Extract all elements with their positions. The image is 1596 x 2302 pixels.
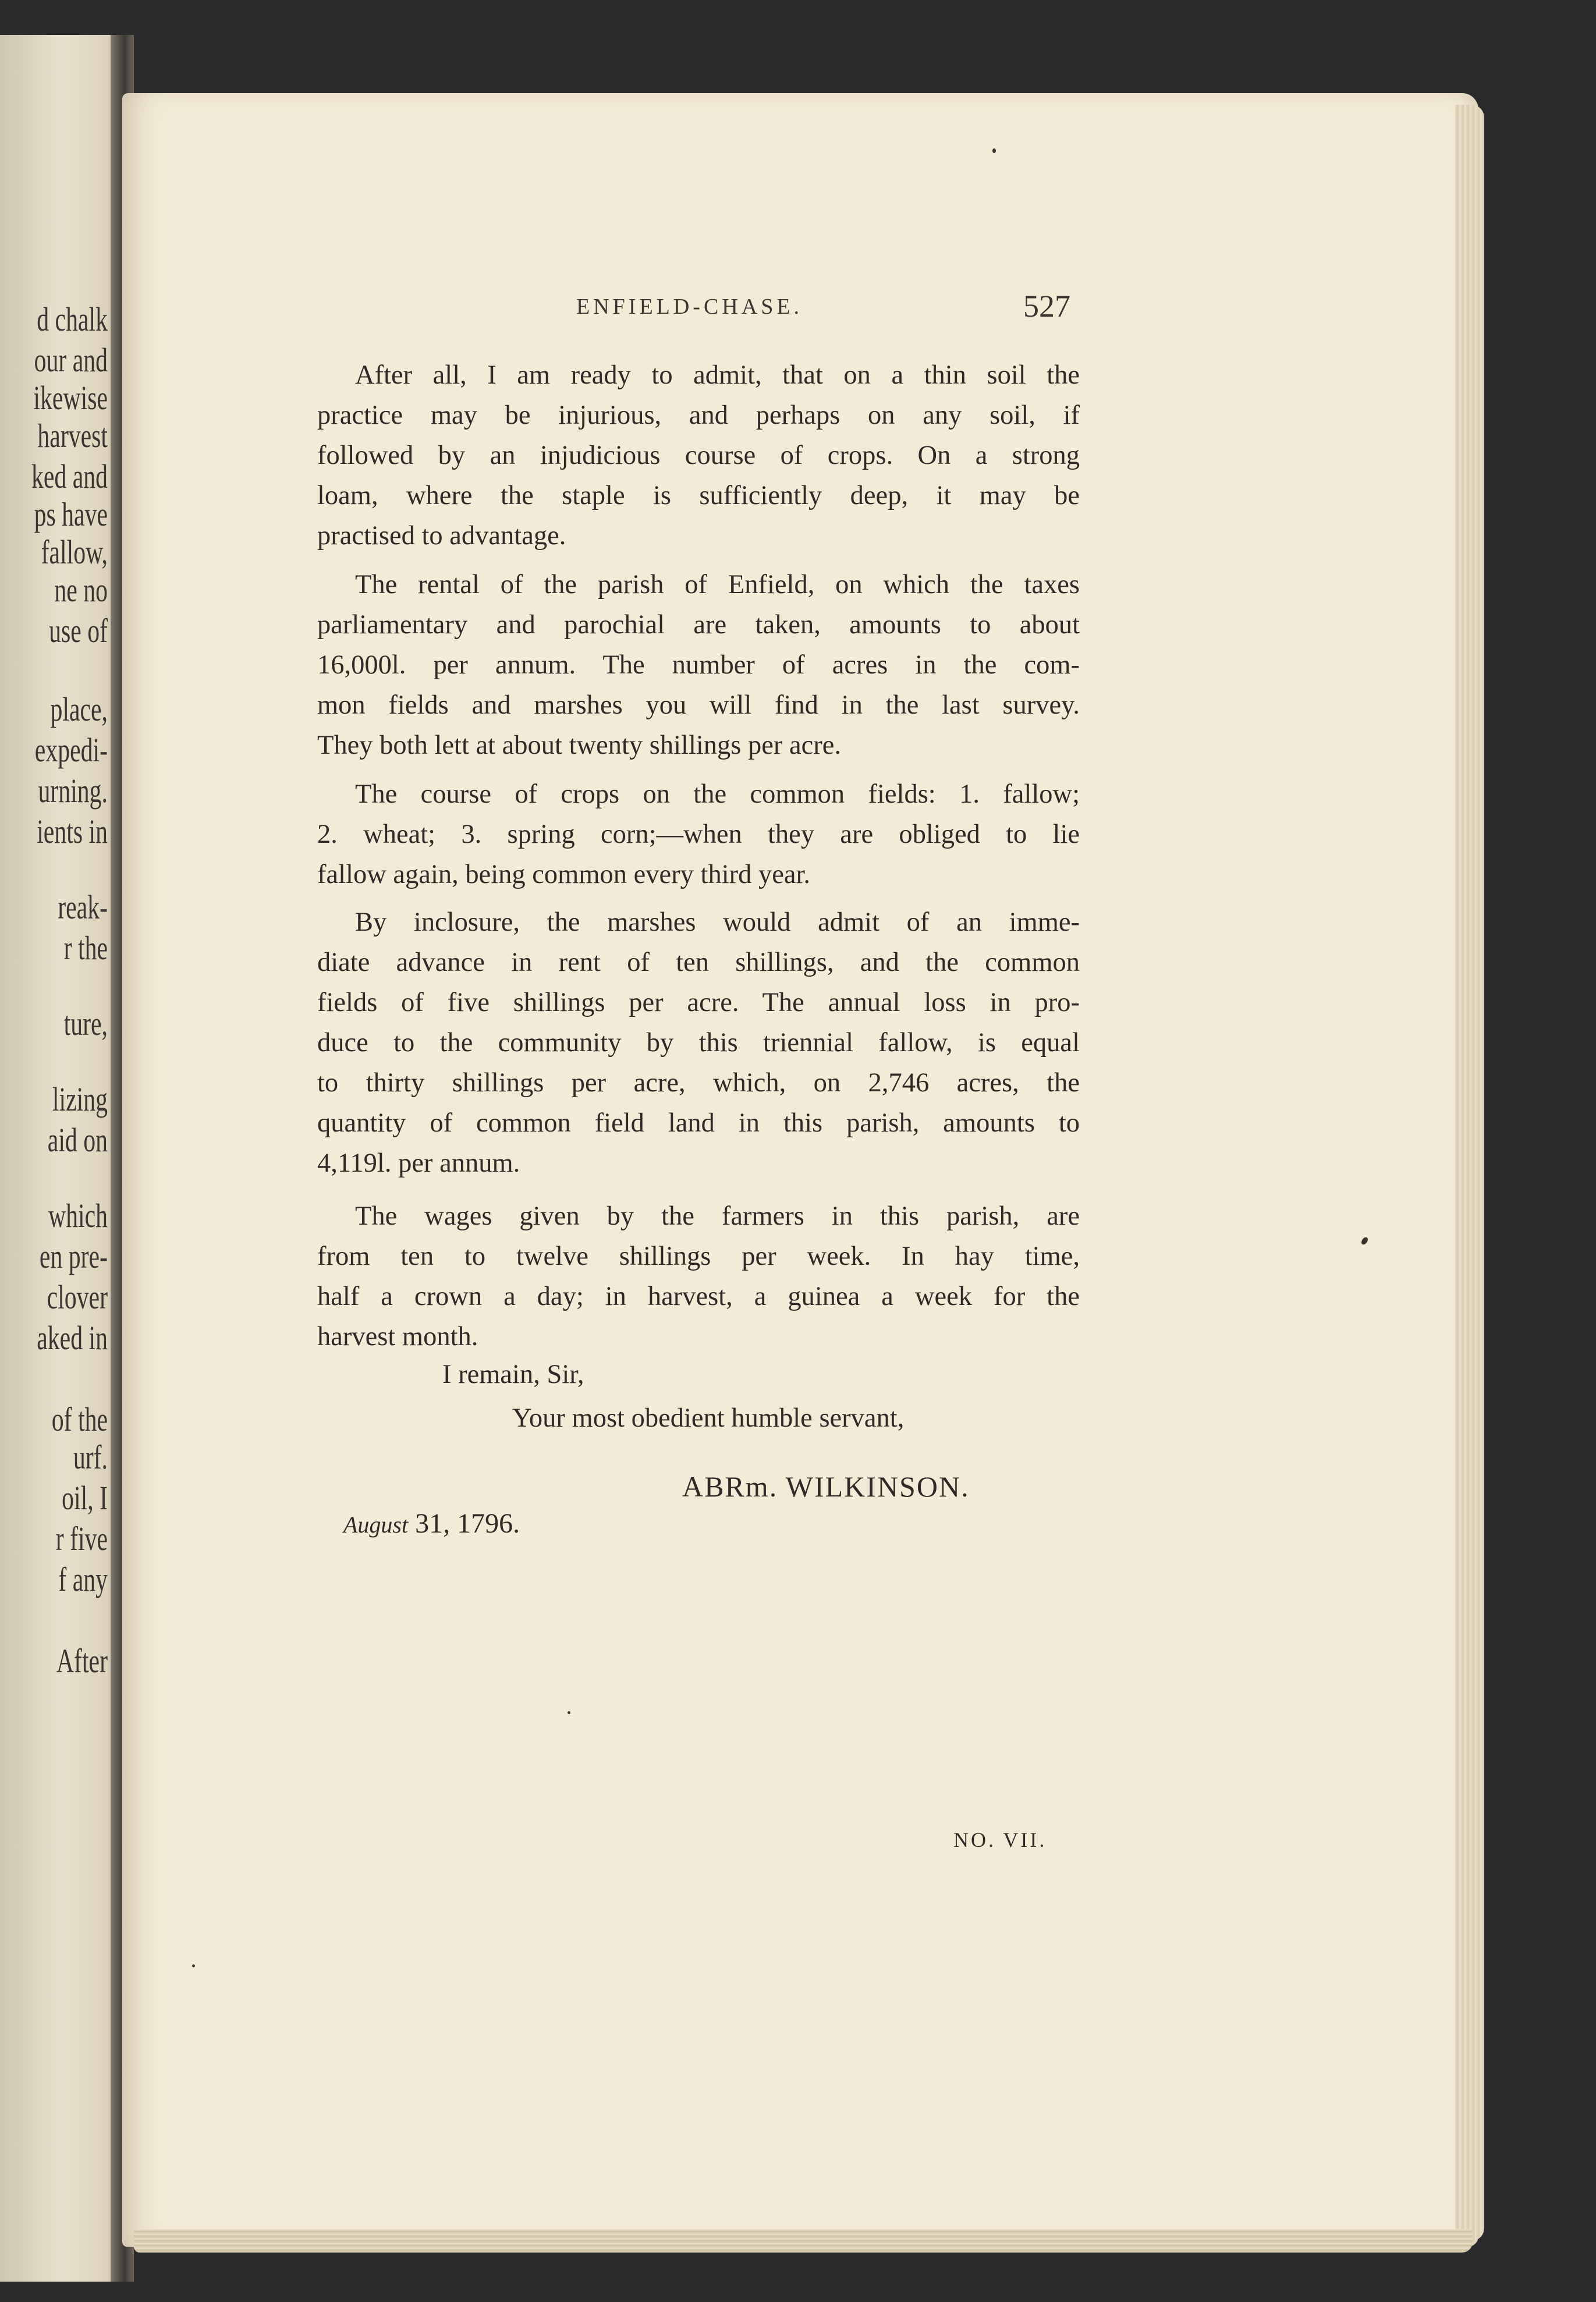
- page-fore-edge: [1455, 105, 1484, 2241]
- text-line: diate advance in rent of ten shillings, and the common: [317, 948, 1080, 977]
- left-page-text-fragment: place,: [50, 690, 108, 728]
- text-line: By inclosure, the marshes would admit of an imme-: [355, 907, 1080, 937]
- paper-speck: [992, 148, 996, 153]
- left-page-text-fragment: aked in: [37, 1319, 108, 1357]
- left-page-text-fragment: r five: [55, 1520, 108, 1558]
- catchword: NO. VII.: [953, 1828, 1047, 1851]
- text-line: loam, where the staple is sufficiently deep, it may be: [317, 481, 1080, 510]
- left-page-text-fragment: our and: [34, 341, 108, 379]
- left-page-text-fragment: oil, I: [62, 1479, 108, 1517]
- text-line: 4,119l. per annum.: [317, 1148, 520, 1178]
- text-line: They both lett at about twenty shillings per acre.: [317, 730, 842, 760]
- text-line: followed by an injudicious course of crops. On a strong: [317, 441, 1080, 470]
- text-line: fallow again, being common every third year.: [317, 860, 811, 889]
- paper-speck: [192, 1964, 195, 1967]
- left-page-text-fragment: ture,: [63, 1005, 108, 1042]
- left-page-text-fragment: urning.: [38, 772, 108, 810]
- text-line: practice may be injurious, and perhaps on any soil, if: [317, 400, 1080, 430]
- left-page-text-fragment: ked and: [31, 457, 108, 495]
- page-number: 527: [1023, 289, 1070, 324]
- left-page-text-fragment: clover: [47, 1278, 108, 1316]
- text-line: The wages given by the farmers in this parish, are: [355, 1201, 1080, 1231]
- text-line: from ten to twelve shillings per week. In hay time,: [317, 1242, 1080, 1271]
- paragraph-5: [317, 1196, 1080, 1357]
- left-page-text-fragment: fallow,: [41, 533, 108, 571]
- text-line: mon fields and marshes you will find in the last survey.: [317, 690, 1080, 720]
- signature: ABRm. WILKINSON.: [682, 1470, 970, 1503]
- left-page-text-fragment: r the: [63, 929, 108, 967]
- paragraph-2: [317, 565, 1080, 765]
- text-line: The course of crops on the common fields: 1. fallow;: [355, 779, 1080, 809]
- valediction: Your most obedient humble servant,: [512, 1403, 905, 1433]
- left-page-text-fragment: expedi-: [34, 731, 108, 769]
- text-line: fields of five shillings per acre. The annual loss in pro-: [317, 988, 1080, 1017]
- left-page-text-fragment: en pre-: [39, 1237, 108, 1275]
- left-page-text-fragment: ikewise: [33, 379, 108, 417]
- left-page-text-fragment: which: [48, 1197, 108, 1235]
- text-line: half a crown a day; in harvest, a guinea a week for the: [317, 1282, 1080, 1311]
- paragraph-3: [317, 774, 1080, 895]
- text-line: 2. wheat; 3. spring corn;—when they are obliged to lie: [317, 820, 1080, 849]
- left-page-text-fragment: reak-: [58, 888, 108, 926]
- left-page-text-fragment: d chalk: [37, 300, 108, 338]
- text-line: After all, I am ready to admit, that on a thin soil the: [355, 360, 1080, 390]
- paragraph-1: [317, 355, 1080, 556]
- salutation: I remain, Sir,: [442, 1360, 584, 1389]
- running-head: ENFIELD-CHASE.: [576, 295, 803, 319]
- paper-speck: [568, 1711, 570, 1714]
- date-month: August: [343, 1512, 409, 1538]
- left-page-text-fragment: ps have: [34, 495, 108, 533]
- left-page-text-fragment: of the: [51, 1400, 108, 1438]
- left-page-text-fragment: harvest: [37, 417, 108, 455]
- text-line: harvest month.: [317, 1322, 478, 1352]
- text-line: duce to the community by this triennial fallow, is equal: [317, 1028, 1080, 1058]
- left-page-text-fragment: lizing: [52, 1080, 108, 1118]
- text-line: practised to advantage.: [317, 521, 566, 551]
- left-page-text-fragment: aid on: [47, 1121, 108, 1159]
- left-page-text-fragment: ients in: [37, 813, 108, 850]
- left-page-text-fragment: urf.: [73, 1438, 108, 1476]
- left-page-text-fragment: use of: [49, 612, 108, 650]
- text-line: The rental of the parish of Enfield, on which the taxes: [355, 570, 1080, 600]
- letter-date: [343, 1508, 520, 1540]
- page-bottom-edge: [134, 2229, 1473, 2253]
- paragraph-4: [317, 902, 1080, 1183]
- left-page-text-fragment: ne no: [54, 571, 108, 609]
- left-page-text-fragment: After: [56, 1642, 108, 1680]
- text-line: quantity of common field land in this parish, amounts to: [317, 1108, 1080, 1138]
- date-day-year: 31, 1796.: [415, 1508, 520, 1539]
- text-line: 16,000l. per annum. The number of acres in the com-: [317, 650, 1080, 680]
- text-line: parliamentary and parochial are taken, amounts to about: [317, 610, 1080, 640]
- left-page-text-fragment: f any: [58, 1560, 108, 1598]
- text-line: to thirty shillings per acre, which, on 2,746 acres, the: [317, 1068, 1080, 1098]
